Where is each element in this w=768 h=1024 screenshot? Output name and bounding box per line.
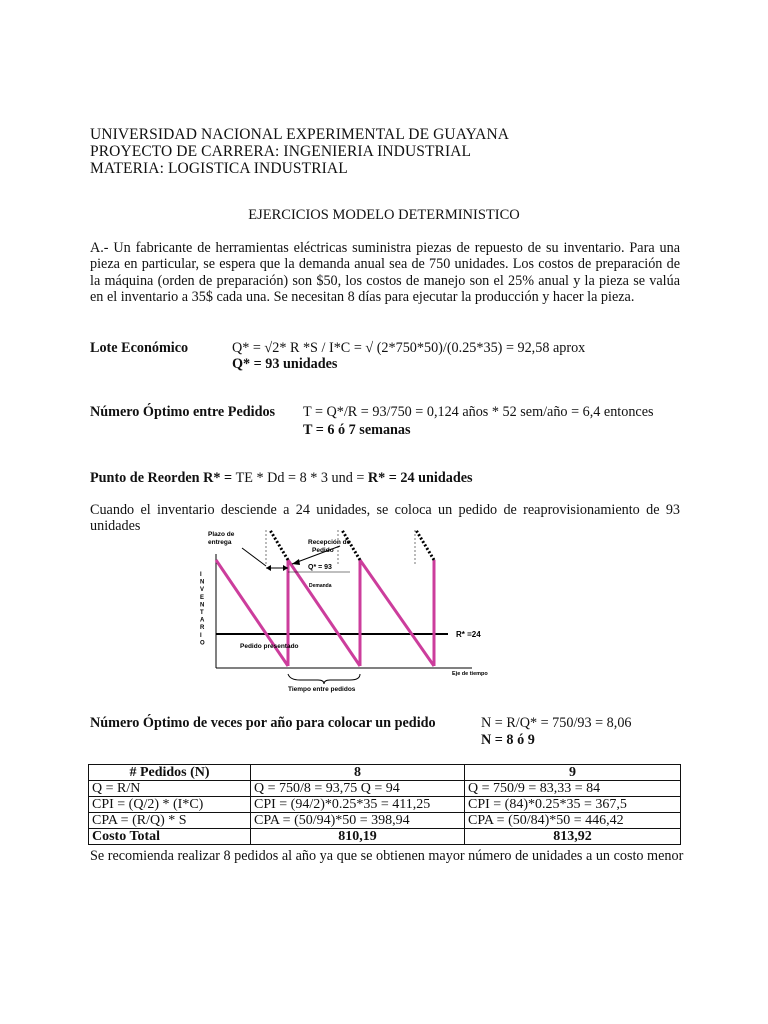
cuando-paragraph: Cuando el inventario desciende a 24 unidades, se coloca un pedido de reaprovisionamiento de 93 unidades	[90, 502, 680, 535]
tiempo-brace	[288, 674, 360, 684]
projection-dots	[270, 530, 434, 560]
table-total-row	[89, 829, 681, 845]
lote-label: Lote Económico	[90, 340, 189, 356]
table-total-cell: 810,19	[251, 829, 465, 845]
header-subject: MATERIA: LOGISTICA INDUSTRIAL	[90, 160, 348, 177]
header-career: PROYECTO DE CARRERA: INGENIERIA INDUSTRIAL	[90, 143, 472, 160]
inventory-diagram	[190, 524, 510, 696]
table-cell: CPI = (94/2)*0.25*35 = 411,25	[251, 797, 465, 813]
header-university: UNIVERSIDAD NACIONAL EXPERIMENTAL DE GUAYANA	[90, 126, 510, 143]
y-axis-letter: A	[200, 617, 205, 624]
sawtooth-line	[216, 560, 434, 666]
veces-label: Número Óptimo de veces por año para colocar un pedido	[90, 715, 436, 731]
table-cell: Q = 750/9 = 83,33 = 84	[465, 781, 681, 797]
recepcion-label-1: Recepción de	[308, 539, 351, 546]
lote-formula: Q* = √2* R *S / I*C = √ (2*750*50)/(0.25*35) = 92,58 aprox	[232, 340, 586, 356]
eje-label: Eje de tiempo	[452, 671, 488, 677]
table-cell: CPI = (84)*0.25*35 = 367,5	[465, 797, 681, 813]
plazo-label-1: Plazo de	[208, 531, 235, 538]
table-cell: CPA = (50/94)*50 = 398,94	[251, 813, 465, 829]
plazo-label-2: entrega	[208, 539, 232, 546]
y-axis-letter: N	[200, 579, 205, 586]
page-title: EJERCICIOS MODELO DETERMINISTICO	[248, 207, 520, 223]
recepcion-label-2: Pedido	[312, 547, 334, 554]
reorden-line: Punto de Reorden R* = TE * Dd = 8 * 3 und = R* = 24 unidades	[90, 470, 473, 486]
demanda-label: Demanda	[309, 583, 332, 589]
cost-table	[88, 764, 681, 845]
table-cell: CPI = (Q/2) * (I*C)	[89, 797, 251, 813]
recommendation: Se recomienda realizar 8 pedidos al año ya que se obtienen mayor número de unidades a un costo menor	[90, 848, 684, 864]
pedido-presentado-label: Pedido presentado	[240, 643, 299, 650]
table-row	[89, 797, 681, 813]
table-header-cell: 8	[251, 765, 465, 781]
table-row	[89, 781, 681, 797]
reorder-label: R* =24	[456, 630, 481, 639]
table-cell: CPA = (R/Q) * S	[89, 813, 251, 829]
y-axis-letter: T	[200, 610, 204, 616]
y-axis-letter: N	[200, 602, 205, 609]
veces-formula: N = R/Q* = 750/93 = 8,06	[481, 715, 632, 731]
table-cell: Q = R/N	[89, 781, 251, 797]
y-axis-letter: E	[200, 594, 205, 601]
y-axis-letter: O	[200, 640, 205, 647]
table-total-cell: 813,92	[465, 829, 681, 845]
table-header-cell: # Pedidos (N)	[89, 765, 251, 781]
veces-result: N = 8 ó 9	[481, 732, 535, 748]
plazo-pointer	[242, 548, 266, 566]
table-cell: CPA = (50/84)*50 = 446,42	[465, 813, 681, 829]
y-axis-letter: V	[200, 587, 205, 594]
problem-statement: A.- Un fabricante de herramientas eléctricas suministra piezas de repuesto de su inventario. Para una pieza en particular, se espera que la demanda anual sea de 750 unidades. Los costos de preparación de la máquina (orden de preparación) son $50, los costos de manejo son el 25% anual y la pieza se valúa en el inventario a 35$ cada una. Se necesitan 8 días para ejecutar la producción y hacer la pieza.	[90, 240, 680, 305]
y-axis-letter: I	[200, 572, 202, 578]
y-axis-label	[200, 572, 205, 646]
y-axis-letter: I	[200, 632, 202, 639]
tiempo-label: Tiempo entre pedidos	[288, 686, 356, 693]
lote-result: Q* = 93 unidades	[232, 356, 338, 372]
y-axis-letter: R	[200, 625, 205, 632]
table-row	[89, 813, 681, 829]
table-header-cell: 9	[465, 765, 681, 781]
table-cell: Q = 750/8 = 93,75 Q = 94	[251, 781, 465, 797]
numero-optimo-result: T = 6 ó 7 semanas	[303, 422, 411, 438]
table-total-cell: Costo Total	[89, 829, 251, 845]
numero-optimo-formula: T = Q*/R = 93/750 = 0,124 años * 52 sem/año = 6,4 entonces	[303, 404, 654, 420]
numero-optimo-label: Número Óptimo entre Pedidos	[90, 404, 276, 420]
table-header-row	[89, 765, 681, 781]
q-label: Q* = 93	[308, 564, 332, 571]
